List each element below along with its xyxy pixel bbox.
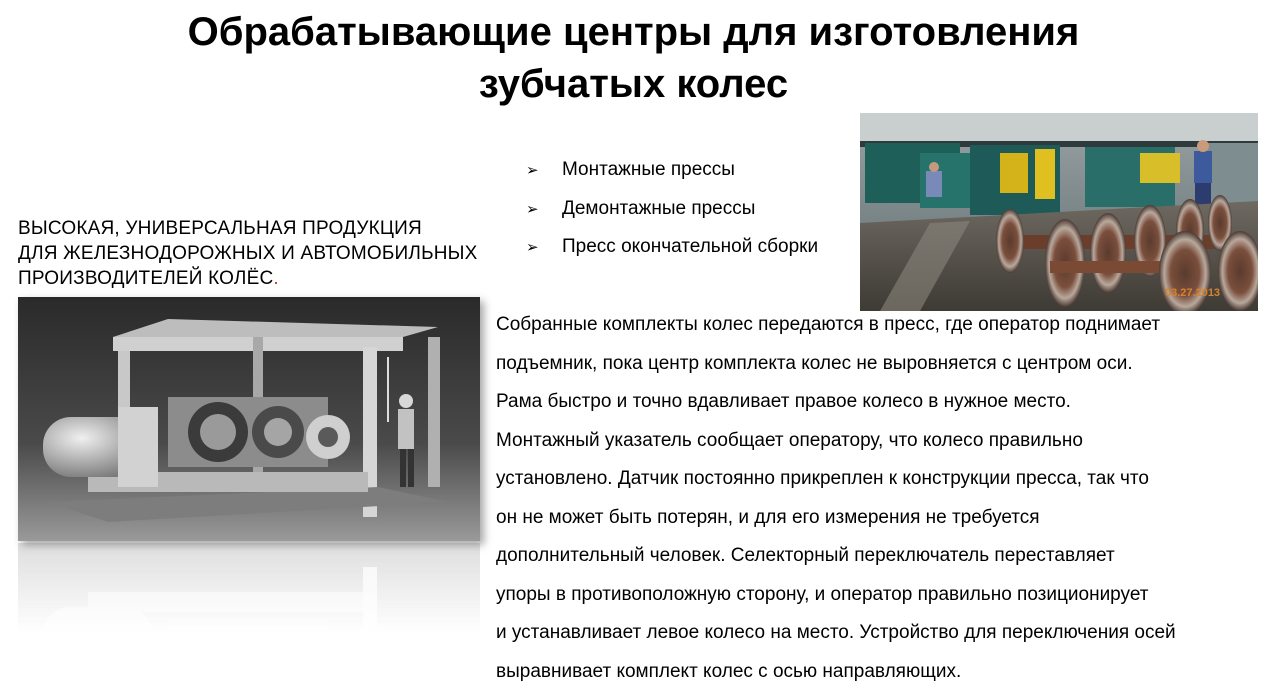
subtitle — [18, 216, 508, 291]
title-line-2: зубчатых колес — [478, 62, 789, 106]
paragraph-line: упоры в противоположную сторону, и оператор правильно позиционирует — [496, 583, 1149, 605]
paragraph-line: Рама быстро и точно вдавливает правое колесо в нужное место. — [496, 391, 1071, 412]
list-item-label: Пресс окончательной сборки — [562, 236, 819, 258]
list-item-label: Демонтажные прессы — [562, 197, 756, 219]
subtitle-line-3-text: ПРОИЗВОДИТЕЛЕЙ КОЛЁС — [18, 268, 274, 289]
paragraph-line: подъемник, пока центр комплекта колес не выровняется с центром оси. — [496, 352, 1133, 374]
paragraph-line: установлено. Датчик постоянно прикреплен к конструкции пресса, так что — [496, 468, 1149, 489]
list-item-label: Монтажные прессы — [562, 159, 735, 181]
paragraph-line: дополнительный человек. Селекторный переключатель переставляет — [496, 545, 1115, 566]
description-paragraph — [496, 306, 1260, 691]
press-types-list — [526, 151, 856, 267]
arrow-right-icon: ➢ — [526, 239, 539, 257]
subtitle-line-2: ДЛЯ ЖЕЛЕЗНОДОРОЖНЫХ И АВТОМОБИЛЬНЫХ — [18, 243, 478, 264]
title-line-1: Обрабатывающие центры для изготовления — [187, 10, 1080, 54]
paragraph-line: Собранные комплекты колес передаются в пресс, где оператор поднимает — [496, 314, 1161, 335]
paragraph-line: он не может быть потерян, и для его измерения не требуется — [496, 506, 1040, 528]
paragraph-line: выравнивает комплект колес с осью направляющих. — [496, 660, 962, 682]
list-item — [526, 190, 856, 229]
list-item — [526, 228, 856, 267]
paragraph-line: Монтажный указатель сообщает оператору, что колесо правильно — [496, 429, 1083, 451]
wheel-press-photo — [18, 297, 480, 541]
arrow-right-icon: ➢ — [526, 162, 539, 180]
wheel-press-photo-reflection — [18, 543, 480, 633]
subtitle-line-3 — [18, 266, 508, 291]
subtitle-end-mark: . — [273, 268, 279, 289]
photo-timestamp: 03.27.2013 — [1165, 287, 1221, 299]
workshop-wheelsets-photo — [860, 113, 1258, 311]
list-item — [526, 151, 856, 190]
arrow-right-icon: ➢ — [526, 200, 539, 218]
page-title — [0, 6, 1267, 110]
subtitle-line-1: ВЫСОКАЯ, УНИВЕРСАЛЬНАЯ ПРОДУКЦИЯ — [18, 218, 422, 239]
paragraph-line: и устанавливает левое колесо на место. Устройство для переключения осей — [496, 622, 1176, 643]
